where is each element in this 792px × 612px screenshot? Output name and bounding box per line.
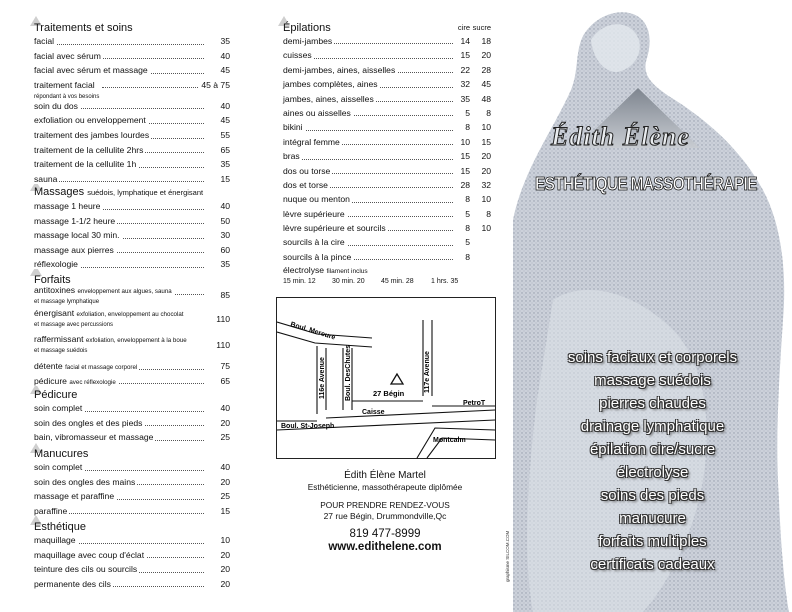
location-map — [276, 297, 496, 459]
price-sucre: 10 — [475, 192, 491, 206]
epilation-row — [283, 235, 491, 249]
item-note: avec réflexologie — [69, 378, 116, 386]
price-cire: 8 — [454, 250, 470, 264]
phone-number[interactable]: 819 477-8999 — [349, 528, 421, 540]
item-sub: et massage suédois — [34, 348, 88, 354]
item-label: bain, vibromasseur et massage — [34, 432, 154, 443]
price-sucre: 20 — [475, 48, 491, 62]
epilation-row — [283, 250, 491, 264]
price-sucre: 20 — [475, 164, 491, 178]
item-label: bikini — [283, 122, 303, 133]
item-price: 110 — [216, 340, 230, 350]
item-label: sourcils à la pince — [283, 251, 352, 262]
item-label: aines ou aisselles — [283, 107, 351, 118]
item-label: soin des ongles et des pieds — [34, 417, 143, 428]
item-label: antitoxines — [34, 285, 76, 295]
item-label: énergisant — [34, 308, 75, 318]
street-label-116: 116e Avenue — [319, 357, 326, 399]
item-label: nuque ou menton — [283, 194, 350, 205]
section-forfaits — [34, 274, 230, 388]
epilation-row — [283, 77, 491, 91]
service-item: électrolyse — [616, 464, 689, 481]
item-label: jambes complètes, aines — [283, 79, 378, 90]
item-label: soin complet — [34, 403, 83, 413]
service-item: soins faciaux et corporels — [567, 349, 738, 366]
item-price: 20 — [218, 562, 230, 577]
section-title: Massages — [34, 186, 85, 198]
item-label: détente — [34, 361, 63, 371]
section-title: Épilations — [283, 22, 331, 34]
website-link[interactable]: www.edithelene.com — [328, 541, 442, 553]
item-label: dos et torse — [283, 179, 328, 190]
service-item: massage suédois — [594, 372, 711, 389]
price-sucre: 8 — [475, 207, 491, 221]
section-title: Forfaits — [34, 274, 71, 286]
item-price: 50 — [218, 214, 230, 229]
price-sucre: 32 — [475, 178, 491, 192]
service-item: soins des pieds — [600, 487, 705, 504]
epilation-rows — [283, 34, 491, 264]
street-label-mercure: Boul. Mercure — [289, 321, 337, 342]
item-label: dos ou torse — [283, 165, 331, 176]
item-label: lèvre supérieure — [283, 208, 345, 219]
item-price: 55 — [218, 128, 230, 143]
price-sucre: 28 — [475, 63, 491, 77]
item-label: soin du dos — [34, 100, 78, 111]
item-label: réflexologie — [34, 259, 78, 270]
price-sucre: 20 — [475, 149, 491, 163]
item-price: 20 — [218, 475, 230, 490]
item-price: 20 — [218, 548, 230, 563]
price-cire: 8 — [454, 120, 470, 134]
price-cire: 8 — [454, 192, 470, 206]
marker-label: 27 Bégin — [373, 389, 405, 398]
item-price: 40 — [218, 99, 230, 114]
item-label: exfoliation ou enveloppement — [34, 115, 146, 126]
item-label: traitement de la cellulite 1h — [34, 159, 137, 170]
item-label: soin complet — [34, 462, 83, 472]
service-item: épilation cire/sucre — [589, 441, 716, 458]
price-cire: 14 — [454, 34, 470, 48]
epilation-row — [283, 135, 491, 149]
map-svg — [277, 298, 495, 458]
section-manucures — [34, 448, 230, 518]
item-price: 15 — [218, 172, 230, 187]
item-label: bras — [283, 151, 300, 162]
item-label: traitement des jambes lourdes — [34, 129, 150, 140]
street-label-montcalm: Montcalm — [433, 437, 466, 444]
location-marker-icon — [391, 374, 403, 384]
item-sub: répondant à vos besoins — [34, 93, 100, 100]
item-price: 75 — [218, 359, 230, 374]
price-sucre: 15 — [475, 135, 491, 149]
place-label-caisse: Caisse — [362, 409, 385, 416]
item-label: jambes, aines, aisselles — [283, 93, 374, 104]
street-label-deschutes: Boul. DesChutes — [345, 344, 352, 401]
item-label: maquillage avec coup d'éclat — [34, 549, 145, 560]
item-price: 65 — [218, 143, 230, 158]
item-label: sauna — [34, 173, 58, 184]
epilation-row — [283, 149, 491, 163]
electrolyse-price: 30 min. 20 — [332, 278, 365, 286]
epilation-row — [283, 106, 491, 120]
item-label: demi-jambes, aines, aisselles — [283, 64, 396, 75]
item-label: traitement de la cellulite 2hrs — [34, 144, 144, 155]
brand-name: Édith Élène — [551, 122, 690, 151]
epilation-row — [283, 92, 491, 106]
price-cire: 5 — [454, 207, 470, 221]
price-cire: 5 — [454, 106, 470, 120]
item-price: 45 — [218, 63, 230, 78]
item-sub: et massage lymphatique — [34, 299, 100, 305]
service-item: certificats cadeaux — [590, 556, 715, 573]
item-price: 25 — [218, 489, 230, 504]
street-label-117: 117e Avenue — [424, 351, 431, 393]
appointment-text: POUR PRENDRE RENDEZ-VOUS — [320, 500, 450, 510]
price-sucre: 10 — [475, 120, 491, 134]
price-cire: 5 — [454, 235, 470, 249]
item-price: 20 — [218, 416, 230, 431]
service-item: manucure — [619, 510, 686, 527]
item-price: 20 — [218, 577, 230, 592]
price-cire: 15 — [454, 48, 470, 62]
item-label: raffermissant — [34, 334, 84, 344]
electrolyse-price: 1 hrs. 35 — [431, 278, 459, 286]
hero-panel — [513, 0, 792, 612]
item-price: 15 — [218, 504, 230, 519]
item-label: massage et paraffine — [34, 491, 115, 502]
item-label: lèvre supérieure et sourcils — [283, 223, 386, 234]
item-price: 60 — [218, 243, 230, 258]
section-massages — [34, 186, 230, 272]
price-cire: 32 — [454, 77, 470, 91]
price-sucre: 18 — [475, 34, 491, 48]
item-label: facial avec sérum et massage — [34, 65, 148, 76]
price-cire: 10 — [454, 135, 470, 149]
item-price: 40 — [218, 460, 230, 475]
item-price: 45 à 75 — [201, 79, 230, 90]
item-label: massage 1-1/2 heure — [34, 215, 116, 226]
item-label: pédicure — [34, 375, 67, 386]
electrolyse-price: 15 min. 12 — [283, 278, 316, 286]
design-credit: graphisme SILCOM.COM — [505, 530, 510, 582]
brand-tagline: ESTHÉTIQUE MASSOTHÉRAPIE — [535, 174, 757, 194]
epilation-row — [283, 178, 491, 192]
item-label: teinture des cils ou sourcils — [34, 564, 138, 575]
epilation-row — [283, 192, 491, 206]
price-cire: 22 — [454, 63, 470, 77]
practitioner-title: Esthéticienne, massothérapeute diplômée — [307, 482, 463, 492]
item-price: 35 — [218, 157, 230, 172]
item-price: 40 — [218, 401, 230, 416]
epilation-row — [283, 207, 491, 221]
place-label-petrot: PetroT — [463, 400, 486, 407]
item-label: permanente des cils — [34, 578, 111, 589]
item-label: sourcils à la cire — [283, 237, 345, 248]
item-price: 25 — [218, 430, 230, 445]
item-note: exfoliation, enveloppement au chocolat — [76, 311, 184, 318]
item-price: 35 — [218, 34, 230, 49]
item-label: massage aux pierres — [34, 244, 114, 255]
section-note: suédois, lymphatique et énergisant — [87, 188, 204, 197]
price-cire: 35 — [454, 92, 470, 106]
contact-block — [276, 470, 494, 554]
item-label: demi-jambes — [283, 36, 333, 46]
practitioner-name: Édith Élène Martel — [344, 470, 426, 481]
item-price: 35 — [218, 257, 230, 272]
item-note: exfoliation, enveloppement à la boue — [85, 337, 187, 344]
item-price: 45 — [218, 113, 230, 128]
section-pedicure — [34, 389, 230, 445]
item-price: 110 — [216, 314, 230, 324]
epilation-row — [283, 164, 491, 178]
service-item: pierres chaudes — [599, 395, 706, 412]
item-price: 40 — [218, 199, 230, 214]
section-esthetique — [34, 521, 230, 591]
service-item: drainage lymphatique — [580, 418, 725, 435]
price-cire: 15 — [454, 149, 470, 163]
item-label: facial — [34, 36, 55, 46]
item-label: maquillage — [34, 535, 76, 545]
price-sucre: 10 — [475, 221, 491, 235]
item-note: facial et massage corporel — [65, 364, 138, 371]
electrolyse-note: filament inclus — [326, 268, 368, 276]
col-header-sucre: sucre — [472, 23, 491, 32]
item-label: massage 1 heure — [34, 201, 101, 211]
epilation-row — [283, 120, 491, 134]
service-item: forfaits multiples — [598, 533, 707, 550]
item-price: 30 — [218, 228, 230, 243]
item-label: paraffine — [34, 505, 68, 516]
item-label: massage local 30 min. — [34, 230, 120, 241]
item-label: facial avec sérum — [34, 50, 101, 61]
epilation-row — [283, 221, 491, 235]
price-cire: 28 — [454, 178, 470, 192]
epilation-row — [283, 34, 491, 48]
section-title: Esthétique — [34, 521, 86, 533]
item-price: 85 — [220, 290, 230, 300]
item-note: enveloppement aux algues, sauna — [77, 288, 172, 295]
electrolyse-label: électrolyse — [283, 265, 325, 276]
item-label: intégral femme — [283, 136, 340, 147]
item-label: traitement facial — [34, 79, 95, 90]
price-cire: 15 — [454, 164, 470, 178]
price-sucre: 45 — [475, 77, 491, 91]
address: 27 rue Bégin, Drummondville,Qc — [323, 511, 447, 521]
section-title: Pédicure — [34, 389, 78, 401]
col-header-cire: cire — [457, 23, 470, 32]
section-title: Manucures — [34, 448, 89, 460]
price-sucre: 8 — [475, 106, 491, 120]
electrolyse-price: 45 min. 28 — [381, 278, 414, 286]
street-label-stjoseph: Boul. St-Joseph — [281, 423, 335, 430]
price-cire: 8 — [454, 221, 470, 235]
section-title: Traitements et soins — [34, 22, 133, 34]
price-sucre: 48 — [475, 92, 491, 106]
item-price: 10 — [218, 533, 230, 548]
section-traitements — [34, 22, 230, 186]
epilation-row — [283, 63, 491, 77]
item-label: soin des ongles des mains — [34, 476, 136, 487]
item-sub: et massage avec percussions — [34, 322, 114, 328]
item-label: cuisses — [283, 50, 312, 61]
item-price: 40 — [218, 49, 230, 64]
item-price: 65 — [218, 374, 230, 389]
epilation-row — [283, 48, 491, 62]
